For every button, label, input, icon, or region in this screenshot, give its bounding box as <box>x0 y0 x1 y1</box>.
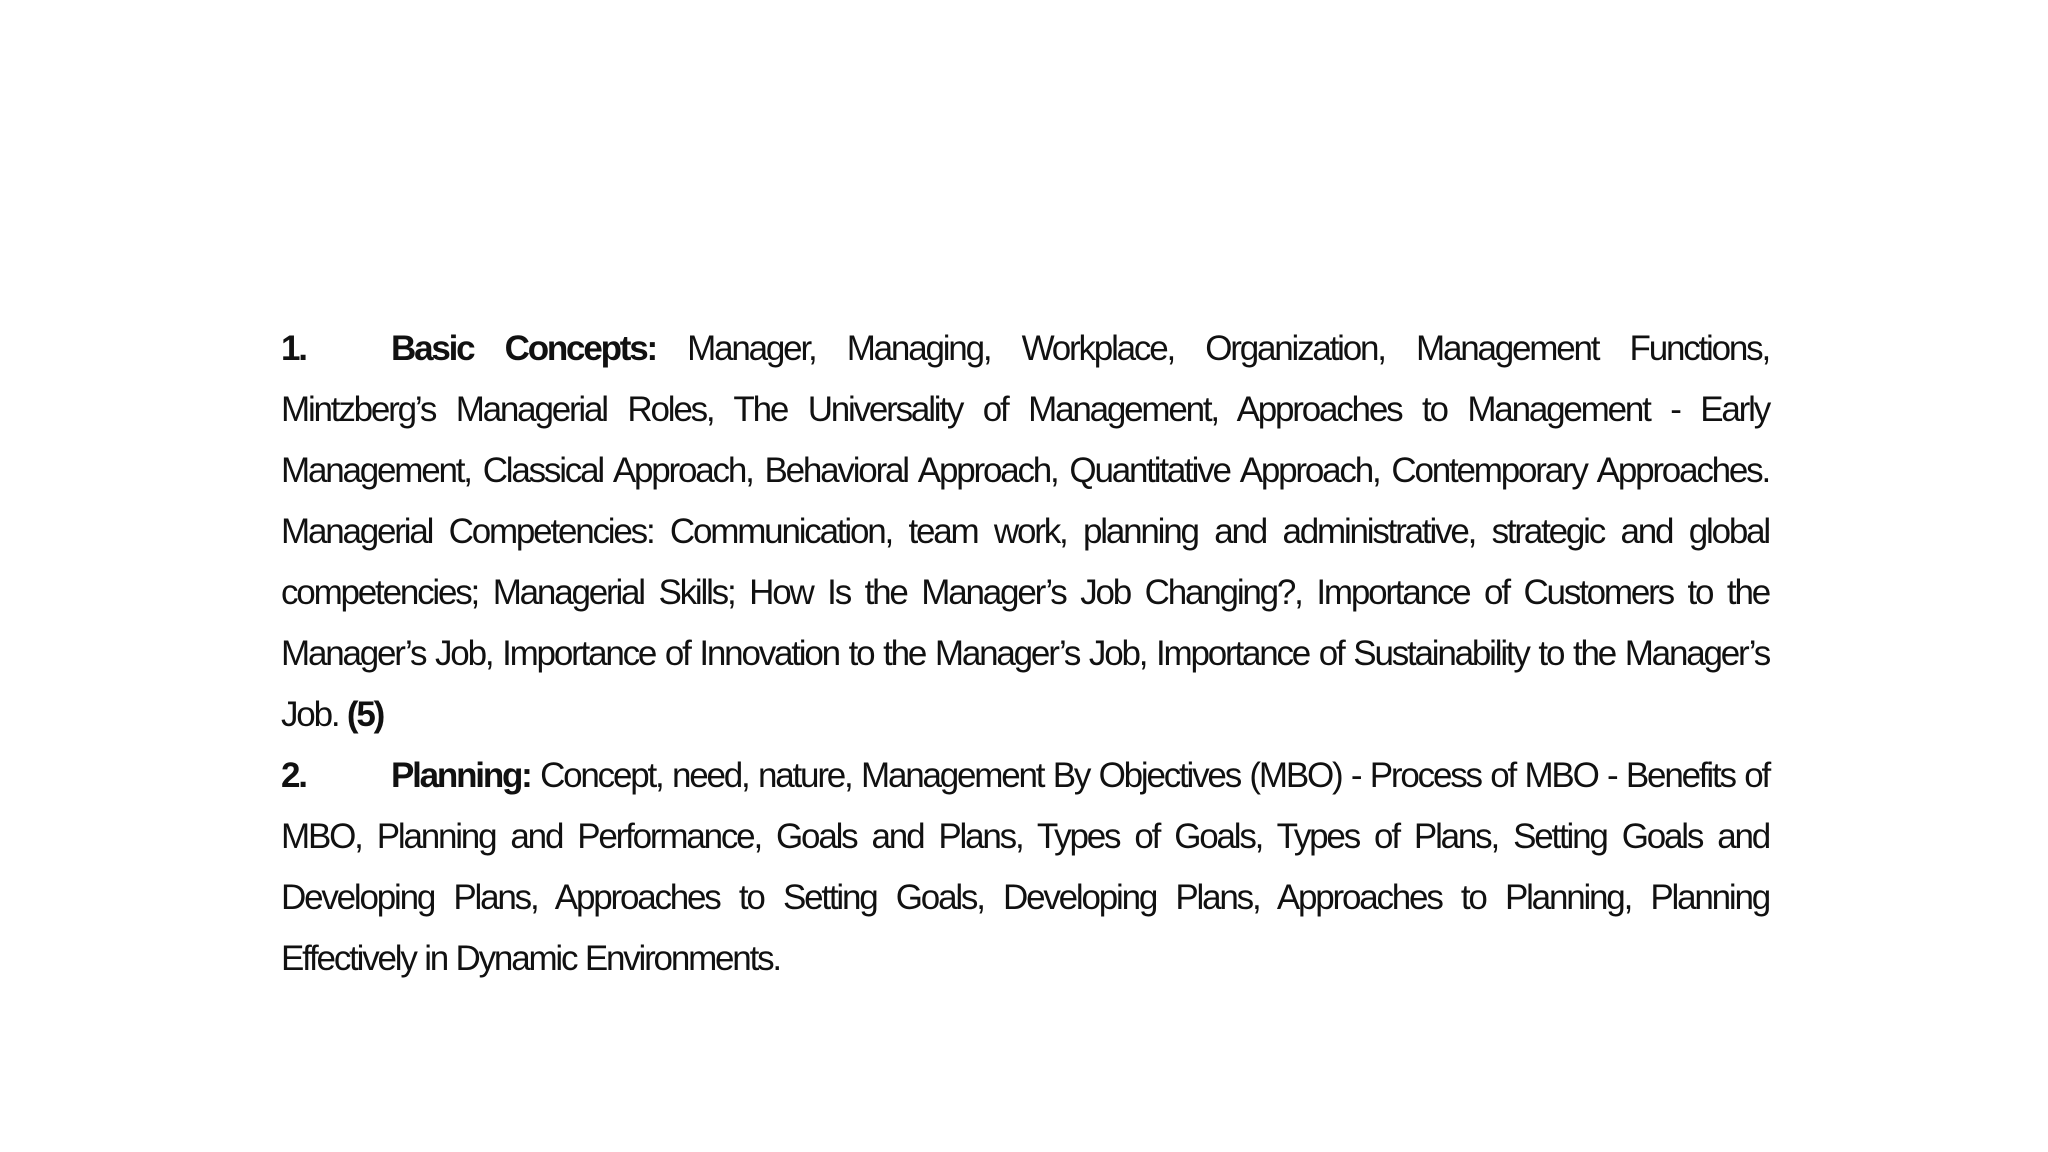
section-number: 1. <box>281 329 306 368</box>
section-planning <box>281 745 1769 989</box>
section-marks: (5) <box>346 695 384 734</box>
section-heading: Planning: <box>391 756 531 795</box>
section-body: Concept, need, nature, Management By Objectives (MBO) - Process of MBO - Benefits of MBO, Planning and Performance, Goals and Plans, Types of Goals, Types of Plans, Setting Goals and Developing Plans, Approaches to Setting Goals, Developing Plans, Approaches to Planning, Planning Effectively in Dynamic Environments. <box>281 756 1769 978</box>
syllabus-document <box>281 318 1769 989</box>
section-heading: Basic Concepts: <box>391 329 656 368</box>
section-basic-concepts <box>281 318 1769 745</box>
section-number: 2. <box>281 756 306 795</box>
section-body: Manager, Managing, Workplace, Organization, Management Functions, Mintzberg’s Managerial Roles, The Universality of Management, Approaches to Management - Early Management, Classical Approach, Behavioral Approach, Quantitative Approach, Contemporary Approaches. Managerial Competencies: Communication, team work, planning and administrative, strategic and global competencies; Managerial Skills; How Is the Manager’s Job Changing?, Importance of Customers to the Manager’s Job, Importance of Innovation to the Manager’s Job, Importance of Sustainability to the Manager’s Job. <box>281 329 1769 734</box>
